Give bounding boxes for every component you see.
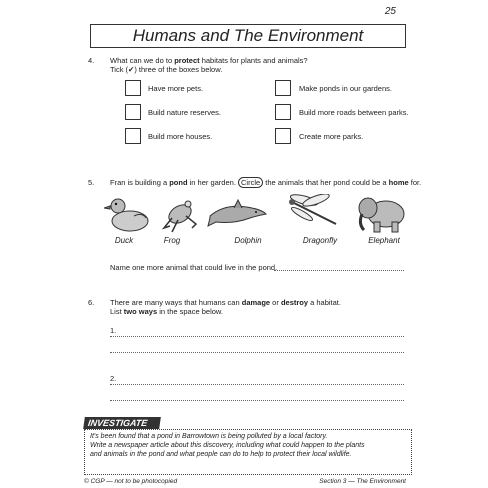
- q5-text-2: in her garden.: [187, 178, 238, 187]
- option-label: Make ponds in our gardens.: [299, 84, 392, 93]
- checkbox-have-more-pets[interactable]: [125, 80, 141, 96]
- q5-question: [110, 178, 421, 187]
- q6-line2-1: List: [110, 307, 124, 316]
- option-label: Create more parks.: [299, 132, 364, 141]
- q4-text-bold: protect: [174, 56, 200, 65]
- q5-text-1: Fran is building a: [110, 178, 170, 187]
- elephant-icon[interactable]: [352, 192, 408, 234]
- q4-question: [110, 56, 308, 74]
- answer-number-1: 1.: [110, 326, 117, 335]
- q5-text-bold: pond: [169, 178, 188, 187]
- page-title: Humans and The Environment: [132, 26, 364, 45]
- q6-bold-2: destroy: [280, 298, 309, 307]
- answer-line-2b[interactable]: [110, 400, 404, 401]
- option-label: Build nature reserves.: [148, 108, 221, 117]
- q5-prompt: Name one more animal that could live in the pond.: [110, 263, 278, 272]
- checkbox-make-ponds[interactable]: [275, 80, 291, 96]
- answer-number-2: 2.: [110, 374, 117, 383]
- checkbox-create-more-parks[interactable]: [275, 128, 291, 144]
- investigate-line: Write a newspaper article about this discovery, including what could happen to the plants: [90, 442, 365, 449]
- circle-word: Circle: [238, 177, 263, 188]
- q4-instruction: Tick (✔) three of the boxes below.: [110, 65, 223, 74]
- checkbox-build-more-houses[interactable]: [125, 128, 141, 144]
- footer-copyright: © CGP — not to be photocopied: [84, 478, 178, 485]
- q4-number: 4.: [88, 56, 95, 65]
- q5-text-4: for.: [408, 178, 422, 187]
- option-label: Build more roads between parks.: [299, 108, 409, 117]
- q6-text-3: a habitat.: [308, 298, 341, 307]
- q6-line2-2: in the space below.: [157, 307, 223, 316]
- investigate-text: [90, 432, 408, 459]
- q6-text-2: or: [270, 298, 281, 307]
- dolphin-icon[interactable]: [206, 196, 268, 230]
- dragonfly-icon[interactable]: [286, 194, 342, 232]
- q5-text-bold2: home: [388, 178, 409, 187]
- animal-label-frog: Frog: [163, 236, 181, 245]
- footer-section: Section 3 — The Environment: [319, 478, 406, 485]
- frog-icon[interactable]: [158, 194, 202, 234]
- investigate-line: and animals in the pond and what people can do to help to protect their local wildlife.: [90, 451, 352, 458]
- animal-label-duck: Duck: [114, 236, 134, 245]
- answer-line-2a[interactable]: [110, 384, 404, 385]
- page-number: 25: [384, 6, 396, 17]
- q6-text-1: There are many ways that humans can: [110, 298, 242, 307]
- animal-label-elephant: Elephant: [368, 236, 400, 245]
- q4-text-1: What can we do to: [110, 56, 175, 65]
- investigate-line: It's been found that a pond in Barrowtown is being polluted by a local factory.: [90, 433, 328, 440]
- option-label: Build more houses.: [148, 132, 213, 141]
- checkbox-build-more-roads[interactable]: [275, 104, 291, 120]
- q4-text-2: habitats for plants and animals?: [199, 56, 308, 65]
- investigate-header: INVESTIGATE: [83, 417, 161, 429]
- animal-label-dolphin: Dolphin: [234, 236, 262, 245]
- q6-question: [110, 298, 341, 316]
- checkbox-build-nature-reserves[interactable]: [125, 104, 141, 120]
- duck-icon[interactable]: [104, 194, 152, 234]
- q6-bold-1: damage: [241, 298, 271, 307]
- q6-line2-bold: two ways: [123, 307, 158, 316]
- answer-line-1b[interactable]: [110, 352, 404, 353]
- q5-text-3: the animals that her pond could be a: [263, 178, 389, 187]
- q5-number: 5.: [88, 178, 95, 187]
- q6-number: 6.: [88, 298, 95, 307]
- answer-line-1a[interactable]: [110, 336, 404, 337]
- answer-line-animal[interactable]: [274, 270, 404, 271]
- animal-label-dragonfly: Dragonfly: [302, 236, 338, 245]
- option-label: Have more pets.: [148, 84, 204, 93]
